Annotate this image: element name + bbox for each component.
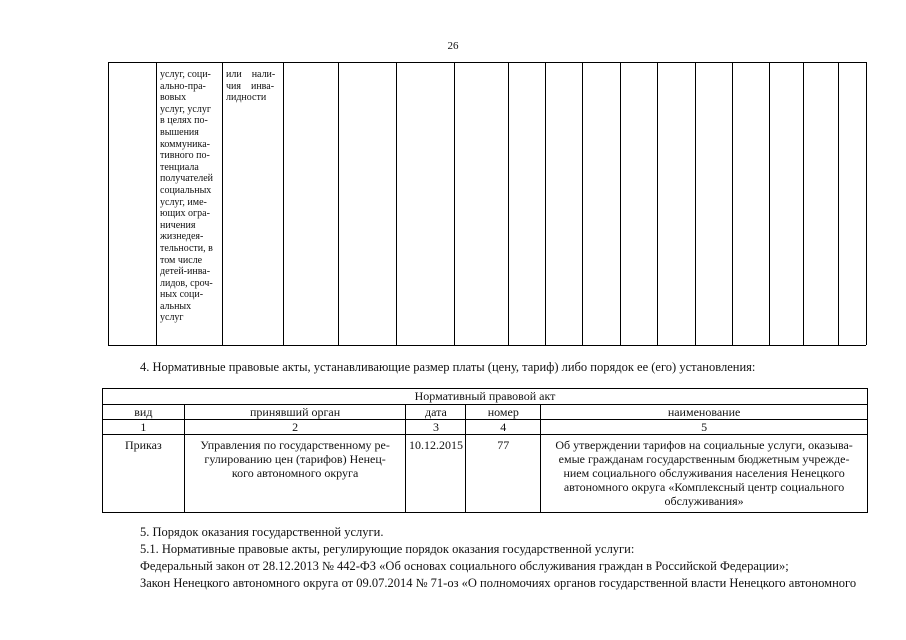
acts-group-header: Нормативный правовой акт [103, 389, 868, 405]
act-date: 10.12.2015 [406, 435, 466, 513]
section-4-caption: 4. Нормативные правовые акты, устанавливающие размер платы (цену, тариф) либо порядок ее (его) установления: [140, 360, 756, 374]
table-vline [283, 62, 284, 345]
header-title: наименование [541, 405, 868, 420]
table-vline [156, 62, 157, 345]
table-vline [620, 62, 621, 345]
table-vline [732, 62, 733, 345]
act-organ: Управления по государственному ре- гулированию цен (тарифов) Ненец- кого автономного округа [184, 435, 406, 513]
disability-note: или нали- чия инва- лидности [226, 69, 276, 104]
table-vline [582, 62, 583, 345]
table-vline [222, 62, 223, 345]
column-number: 2 [184, 420, 406, 435]
header-number: номер [466, 405, 541, 420]
normative-acts-table [102, 388, 868, 513]
table-vline [508, 62, 509, 345]
service-description: услуг, соци- ально-пра- вовых услуг, услуг в целях по- вышения коммуника- тивного по- тенциала получателей социальных услуг, име- ющих огра- ничения жизнедея- тельности, в том числе детей-инва- лидов, сроч- ных соци- альных услуг [160, 69, 214, 324]
column-number: 5 [541, 420, 868, 435]
header-date: дата [406, 405, 466, 420]
table-vline [866, 62, 867, 345]
column-number: 3 [406, 420, 466, 435]
column-number: 1 [103, 420, 185, 435]
table-vline [769, 62, 770, 345]
act-kind: Приказ [103, 435, 185, 513]
table-vline [695, 62, 696, 345]
table-vline [545, 62, 546, 345]
table-vline [657, 62, 658, 345]
act-title: Об утверждении тарифов на социальные услуги, оказыва- емые гражданам государственным бюджетным учрежде- нием социального обслуживания населения Ненецкого автономного округа «Комплексный центр социального обслуживания» [541, 435, 868, 513]
act-number: 77 [466, 435, 541, 513]
regional-law-line: Закон Ненецкого автономного округа от 09.07.2014 № 71-оз «О полномочиях органов государственной власти Ненецкого автономного [140, 576, 857, 590]
table-vline [108, 62, 109, 345]
section-5-1-heading: 5.1. Нормативные правовые акты, регулирующие порядок оказания государственной услуги: [140, 542, 635, 556]
column-number: 4 [466, 420, 541, 435]
table-vline [803, 62, 804, 345]
section-5-heading: 5. Порядок оказания государственной услуги. [140, 525, 384, 539]
header-organ: принявший орган [184, 405, 406, 420]
table-vline [838, 62, 839, 345]
table-vline [454, 62, 455, 345]
header-kind: вид [103, 405, 185, 420]
federal-law-line: Федеральный закон от 28.12.2013 № 442-ФЗ «Об основах социального обслуживания граждан в Российской Федерации»; [140, 559, 789, 573]
table-vline [338, 62, 339, 345]
table-row [103, 435, 868, 513]
table-vline [396, 62, 397, 345]
page-number: 26 [447, 40, 459, 52]
